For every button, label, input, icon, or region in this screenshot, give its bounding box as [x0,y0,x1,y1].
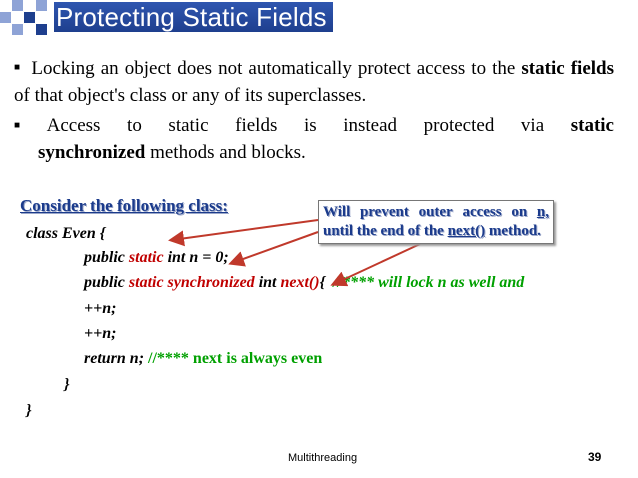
word-bold: static [570,115,614,136]
callout-line-1 [323,203,549,222]
arrow-to-class [172,220,318,240]
code-line-close-class: } [26,402,32,419]
code-text: public [84,274,129,291]
slide-title: Protecting Static Fields [54,2,333,32]
code-text: int n = 0; [163,249,229,266]
callout-text: until the end of the [323,223,448,239]
code-text: public [84,249,129,266]
code-text: int [254,274,281,291]
bullet-2-post: methods and blocks. [145,142,306,163]
code-method: next() [280,274,320,291]
word: to [127,115,142,136]
word: static [168,115,209,136]
callout-line-2 [323,222,549,241]
bullet-1-post: of that object's class or any of its superclasses. [14,85,367,106]
callout-text: method. [485,223,541,239]
code-line-increment-2: ++n; [84,325,117,342]
code-line-close-method: } [64,376,70,393]
footer-label: Multithreading [288,452,358,464]
arrow-to-method [334,244,420,284]
word: protected [423,115,495,136]
callout-method: next() [447,223,486,239]
word: is [303,115,317,136]
bullet-1-bold: static fields [521,58,615,79]
callout-note [318,200,554,244]
page-number: 39 [588,450,602,464]
arrow-to-field [232,232,318,263]
bullet-2-bold: synchronized [38,142,146,163]
code-heading: Consider the following class: [20,196,228,215]
word: prevent [359,204,409,220]
code-comment: //**** next is always even [148,350,323,367]
code-text: { [319,274,326,291]
word: fields [235,115,278,136]
word: outer [418,204,453,220]
word: instead [343,115,398,136]
bullet-marker: ■ [14,62,22,73]
word: access [462,204,502,220]
word: Access [46,115,101,136]
code-keyword: static synchronized [128,274,255,291]
word: Will [323,204,351,220]
bullet-marker: ■ [14,120,21,131]
code-text: return n; [84,350,149,367]
callout-var: n, [536,204,549,220]
code-keyword: static [128,249,164,266]
word: via [520,115,545,136]
bullet-1-text: Locking an object does not automatically protect access to the [31,58,516,79]
code-line-class: class Even { [26,225,106,242]
code-comment: //**** will lock n as well and [333,274,525,291]
code-line-increment-1: ++n; [84,300,117,317]
word: on [511,204,528,220]
